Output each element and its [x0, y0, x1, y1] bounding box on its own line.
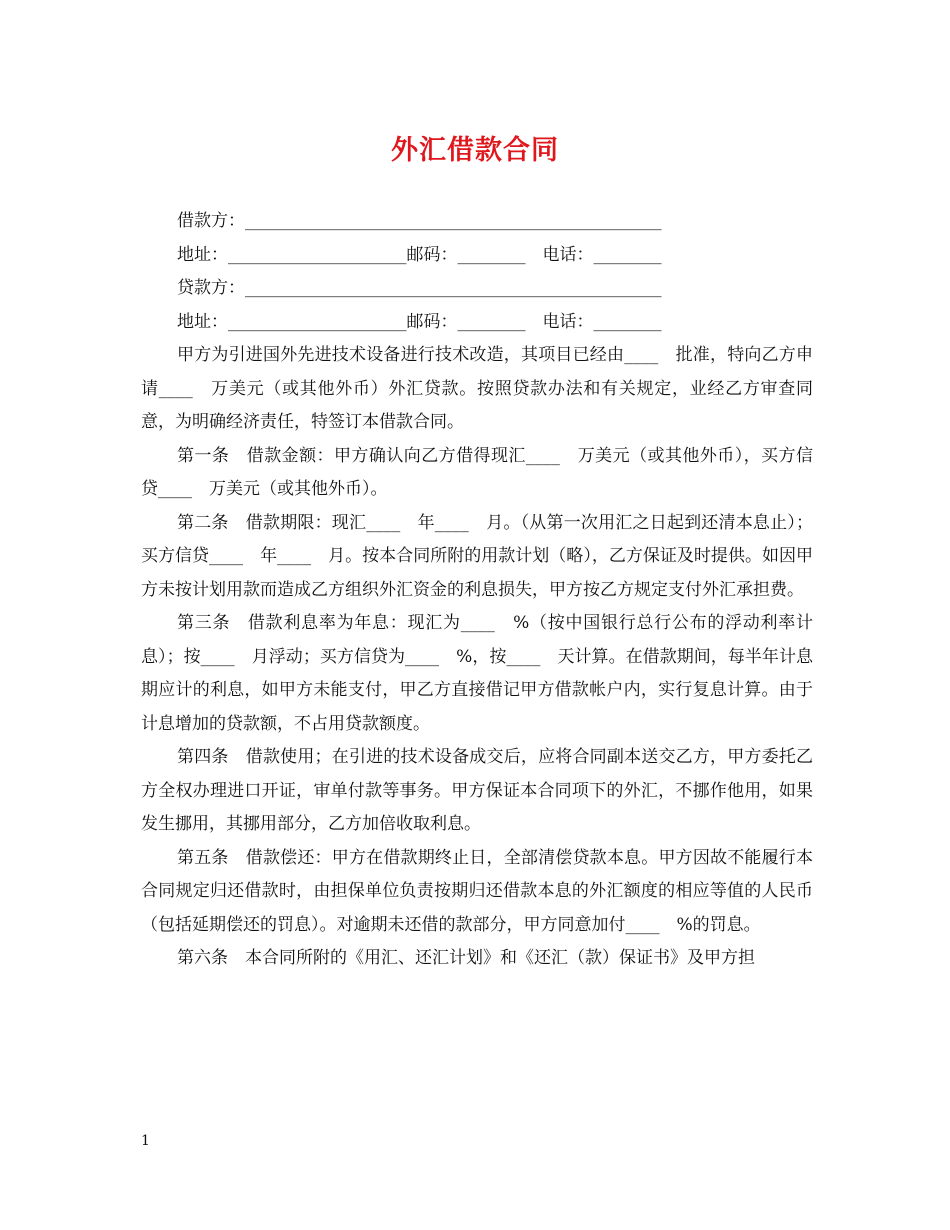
borrower-address-field: 地址：_____________________邮码：________ 电话：________: [177, 244, 662, 265]
document-body: [141, 205, 813, 976]
article-4-paragraph: 第四条 借款使用；在引进的技术设备成交后，应将合同副本送交乙方，甲方委托乙方全权办理进口开证，审单付款等事务。甲方保证本合同项下的外汇，不挪作他用，如果发生挪用，其挪用部分，乙方加倍收取利息。: [141, 747, 813, 834]
article-1-paragraph: 第一条 借款金额：甲方确认向乙方借得现汇____ 万美元（或其他外币），买方信贷____ 万美元（或其他外币）。: [141, 445, 813, 499]
preamble-paragraph: 甲方为引进国外先进技术设备进行技术改造，其项目已经由____ 批准，特向乙方申请____ 万美元（或其他外币）外汇贷款。按照贷款办法和有关规定，业经乙方审查同意，为明确经济责任，特签订本借款合同。: [141, 345, 813, 432]
article-2-paragraph: 第二条 借款期限：现汇____ 年____ 月。（从第一次用汇之日起到还清本息止）；买方信贷____ 年____ 月。按本合同所附的用款计划（略），乙方保证及时提供。如因甲方未按计划用款而造成乙方组织外汇资金的利息损失，甲方按乙方规定支付外汇承担费。: [141, 512, 813, 600]
article-6-paragraph: 第六条 本合同所附的《用汇、还汇计划》和《还汇（款）保证书》及甲方担: [177, 948, 755, 968]
lender-address-field: 地址：_____________________邮码：________ 电话：________: [177, 311, 662, 332]
article-5-paragraph: 第五条 借款偿还：甲方在借款期终止日，全部清偿贷款本息。甲方因故不能履行本合同规定归还借款时，由担保单位负责按期归还借款本息的外汇额度的相应等值的人民币（包括延期偿还的罚息）。对逾期未还借的款部分，甲方同意加付____ %的罚息。: [141, 847, 813, 935]
page-number: 1: [141, 1133, 150, 1149]
article-3-paragraph: 第三条 借款利息率为年息：现汇为____ %（按中国银行总行公布的浮动利率计息）；按____ 月浮动；买方信贷为____ %，按____ 天计算。在借款期间，每半年计息期应计的利息，如甲方未能支付，甲乙方直接借记甲方借款帐户内，实行复息计算。由于计息增加的贷款额，不占用贷款额度。: [141, 613, 813, 734]
document-title: 外汇借款合同: [391, 135, 559, 166]
borrower-field: 借款方：_________________________________________________: [177, 211, 662, 231]
lender-field: 贷款方：_________________________________________________: [177, 278, 662, 298]
